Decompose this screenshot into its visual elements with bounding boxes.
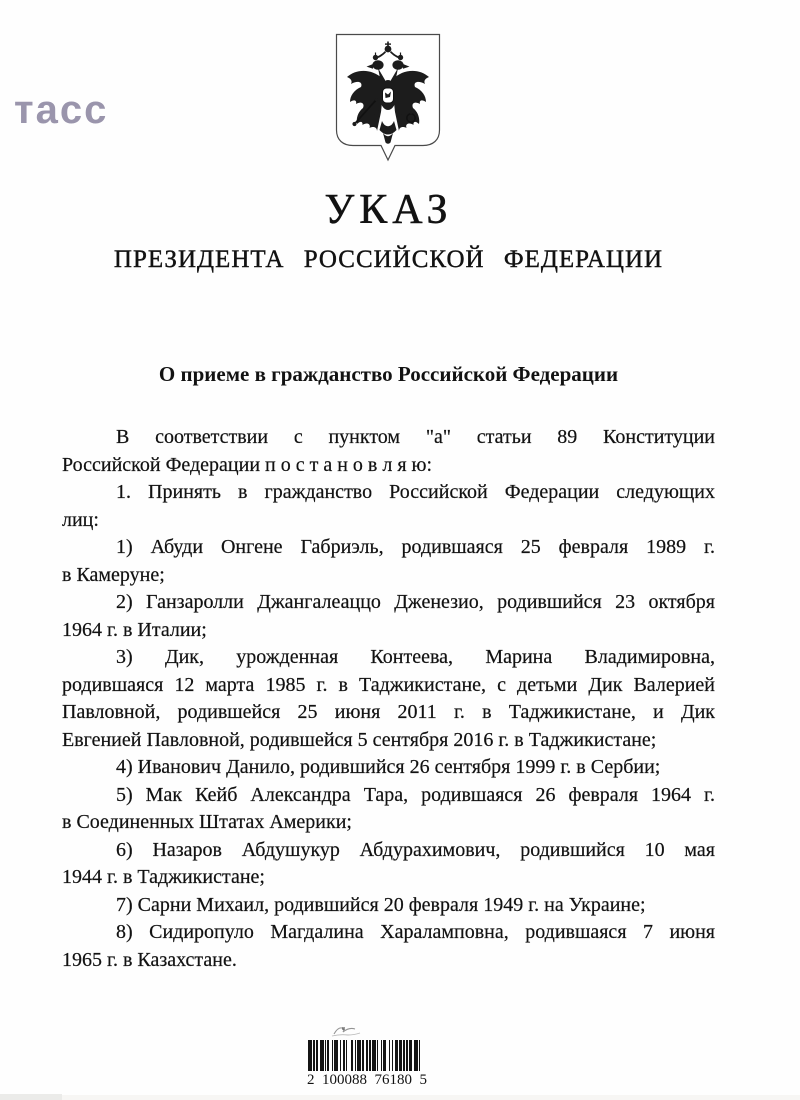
coat-of-arms <box>333 33 443 168</box>
ink-smudge-icon <box>330 1024 364 1043</box>
body-line: Евгенией Павловной, родившейся 5 сентября 2016 г. в Таджикистане; <box>62 728 657 751</box>
paragraph <box>62 837 715 892</box>
body-line: лиц: <box>62 508 99 531</box>
barcode-digits <box>306 1072 428 1088</box>
body-line: родившаяся 12 марта 1985 г. в Таджикистане, с детьми Дик Валерией <box>62 673 715 696</box>
body-line: 6) Назаров Абдушукур Абдурахимович, родившийся 10 мая <box>116 838 715 861</box>
barcode <box>306 1024 428 1088</box>
paragraph <box>62 589 715 644</box>
body-line: 1. Принять в гражданство Российской Федерации следующих <box>116 481 715 503</box>
body-line: В соответствии с пунктом "а" статьи 89 Конституции <box>116 426 715 448</box>
russian-coat-of-arms-icon <box>333 155 443 172</box>
paragraph <box>62 754 715 782</box>
decree-title: УКАЗ <box>324 187 453 233</box>
page-edge-shadow-bottom <box>62 1095 800 1100</box>
body-line: 1) Абуди Онгене Габриэль, родившаяся 25 февраля 1989 г. <box>116 536 715 558</box>
paragraph <box>62 919 715 974</box>
tass-logo <box>14 90 108 130</box>
tass-logo-text: тасс <box>14 88 109 132</box>
body-line: 2) Ганзаролли Джангалеаццо Дженезио, родившийся 23 октября <box>116 591 715 613</box>
paragraph <box>62 644 715 754</box>
body-line: 7) Сарни Михаил, родившийся 20 февраля 1949 г. на Украине; <box>116 893 646 916</box>
body-line: в Камеруне; <box>62 563 165 586</box>
paragraph <box>62 424 715 479</box>
barcode-gap <box>420 1040 422 1071</box>
page-edge-shadow-left <box>0 1094 62 1100</box>
body-line: в Соединенных Штатах Америки; <box>62 811 352 833</box>
paragraph <box>62 892 715 920</box>
barcode-digit-group: 2 <box>307 1072 315 1088</box>
barcode-digit-group: 76180 <box>374 1072 412 1088</box>
barcode-bars <box>308 1040 428 1071</box>
decree-body <box>62 424 715 974</box>
decree-subject: О приеме в гражданство Российской Федерации <box>158 362 619 386</box>
paragraph <box>62 534 715 589</box>
body-line: Павловной, родившейся 25 июня 2011 г. в Таджикистане, и Дик <box>62 701 715 723</box>
body-line: 4) Иванович Данило, родившийся 26 сентября 1999 г. в Сербии; <box>116 756 661 778</box>
body-line: 1965 г. в Казахстане. <box>62 948 237 971</box>
body-line: 1944 г. в Таджикистане; <box>62 866 265 888</box>
body-line: Российской Федерации п о с т а н о в л я ю: <box>62 453 433 476</box>
body-line: 1964 г. в Италии; <box>62 618 207 641</box>
decree-issuer: ПРЕЗИДЕНТА РОССИЙСКОЙ ФЕДЕРАЦИИ <box>113 246 664 273</box>
paragraph <box>62 479 715 534</box>
body-line: 3) Дик, урожденная Контеева, Марина Владимировна, <box>116 646 715 668</box>
barcode-digit-group: 5 <box>419 1072 427 1088</box>
body-line: 5) Мак Кейб Александра Тара, родившаяся 26 февраля 1964 г. <box>116 783 715 806</box>
body-line: 8) Сидиропуло Магдалина Хараламповна, родившаяся 7 июня <box>116 921 715 943</box>
barcode-digit-group: 100088 <box>322 1072 367 1088</box>
paragraph <box>62 782 715 837</box>
